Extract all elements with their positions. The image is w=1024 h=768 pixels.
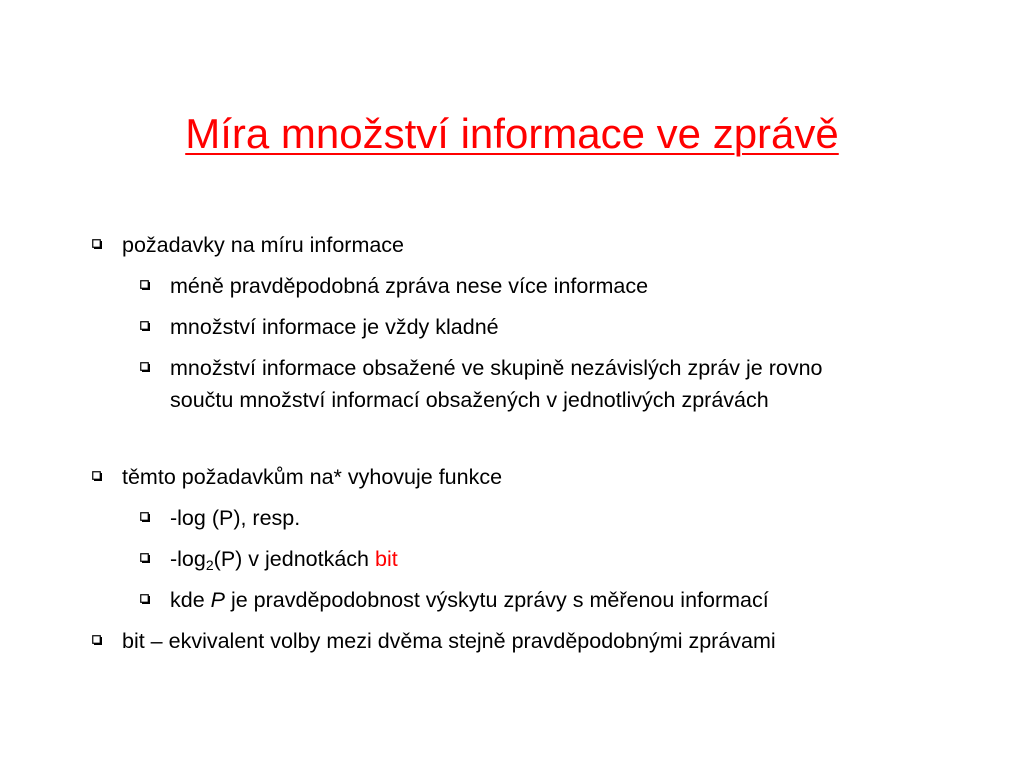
hollow-square-bullet-icon <box>140 280 150 290</box>
list-item-text <box>170 543 398 575</box>
hollow-square-bullet-icon <box>140 553 150 563</box>
hollow-square-bullet-icon <box>140 321 150 331</box>
hollow-square-bullet-icon <box>140 594 150 604</box>
unit-highlight: bit <box>374 547 398 571</box>
hollow-square-bullet-icon <box>92 471 102 481</box>
definition-prefix: kde <box>170 588 211 612</box>
definition-suffix: je pravděpodobnost výskytu zprávy s měřenou informací <box>224 588 769 612</box>
list-item-text: -log (P), resp. <box>170 506 301 530</box>
list-item-text: požadavky na míru informace <box>122 233 405 257</box>
hollow-square-bullet-icon <box>92 635 102 645</box>
list-item-text: méně pravděpodobná zpráva nese více informace <box>170 274 649 298</box>
list-item-text: množství informace obsažené ve skupině nezávislých zpráv je rovno součtu množství informací obsažených v jednotlivých zprávách <box>170 356 823 412</box>
list-item-text <box>170 584 769 616</box>
slide-title: Míra množství informace ve zprávě <box>185 110 839 157</box>
hollow-square-bullet-icon <box>92 239 102 249</box>
list-item-text: množství informace je vždy kladné <box>170 315 499 339</box>
log-base-subscript: 2 <box>205 557 214 573</box>
hollow-square-bullet-icon <box>140 362 150 372</box>
formula-prefix: -log <box>170 547 206 571</box>
list-item-text: bit – ekvivalent volby mezi dvěma stejně pravděpodobnými zprávami <box>122 629 776 653</box>
hollow-square-bullet-icon <box>140 512 150 522</box>
formula-middle: (P) v jednotkách <box>213 547 375 571</box>
variable-italic: P <box>210 588 225 612</box>
list-item-text: těmto požadavkům na* vyhovuje funkce <box>122 465 503 489</box>
